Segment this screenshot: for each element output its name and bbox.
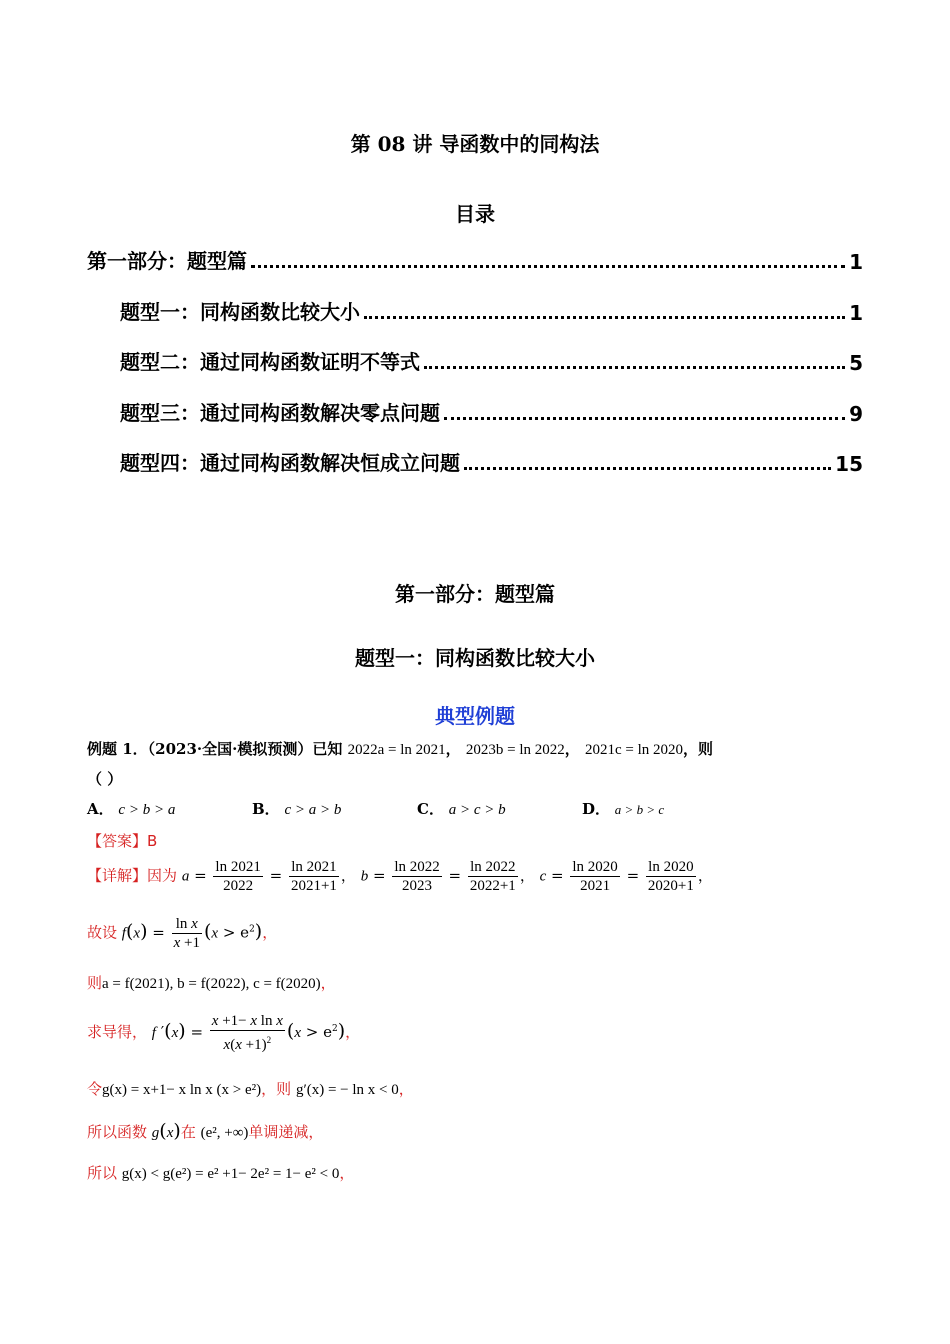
answer-label: 【答案】: [87, 832, 148, 850]
set-text: 故设: [87, 923, 118, 942]
g-inequality: g(x) < g(e²) = e² +1− 2e² = 1− e² < 0: [121, 1166, 340, 1182]
answer-value: B: [147, 832, 158, 850]
toc-leader-dots: [364, 315, 845, 319]
option-expr: a > b > c: [614, 802, 665, 817]
option-d[interactable]: [582, 798, 664, 819]
answer-blank: （ ）: [87, 770, 123, 788]
option-expr: a > c > b: [448, 802, 506, 818]
toc-entry-page: 5: [849, 351, 863, 375]
toc-entry-label: 第一部分：题型篇: [87, 249, 247, 273]
toc-heading: 目录: [455, 202, 495, 226]
toc-entry-label: 题型三：通过同构函数解决零点问题: [120, 401, 440, 425]
so-text: 所以: [87, 1164, 118, 1182]
detail-label: 【详解】: [87, 866, 148, 885]
example-prefix: 例题 1．（2023·全国·模拟预测）已知: [87, 740, 343, 758]
g-definition: g(x) = x+1− x ln x (x > e²): [102, 1082, 262, 1098]
option-letter: A．: [87, 800, 114, 818]
solution-step-inequality: 所以 g(x) < g(e²) = e² +1− 2e² = 1− e² < 0，: [87, 1164, 355, 1182]
option-b[interactable]: [252, 798, 341, 819]
mono-text-2: 在: [180, 1123, 196, 1141]
mono-text-1: 所以函数: [87, 1123, 148, 1141]
option-letter: C．: [417, 800, 444, 818]
toc-entry-label: 题型四：通过同构函数解决恒成立问题: [120, 451, 460, 475]
type-title: 题型一：同构函数比较大小: [355, 646, 595, 670]
toc-entry[interactable]: [120, 299, 863, 325]
example-question: 例题 1．（2023·全国·模拟预测）已知 2022a = ln 2021， 2023b = ln 2022， 2021c = ln 2020，则: [87, 740, 714, 758]
part-title: 第一部分：题型篇: [395, 582, 555, 606]
toc-leader-dots: [464, 466, 831, 470]
solution-step-abc: 则a = f(2021), b = f(2022), c = f(2020)，: [87, 974, 336, 992]
example-suffix: ，则: [683, 740, 714, 758]
option-letter: B．: [252, 800, 280, 818]
toc-leader-dots: [424, 365, 845, 369]
condition-1: 2022a = ln 2021: [347, 742, 446, 758]
mono-interval: (e², +∞): [200, 1125, 249, 1141]
option-letter: D．: [582, 800, 611, 818]
answer-line: [87, 830, 157, 851]
solution-step-define-g: 令g(x) = x+1− x ln x (x > e²)，则 g′(x) = − ln x < 0，: [87, 1080, 414, 1098]
toc-leader-dots: [444, 416, 845, 420]
abc-relation: a = f(2021), b = f(2022), c = f(2020): [102, 976, 321, 992]
because-text: 因为: [147, 866, 178, 885]
toc-entry-page: 9: [849, 402, 863, 426]
solution-step-derivative: 求导得， f ′(x) = $\frac{\text{x +1− x ln x}}{x(x +1)^2}$ $(x > e^2)$，: [87, 1013, 361, 1053]
option-expr: c > a > b: [284, 802, 342, 818]
mono-text-3: 单调递减，: [248, 1123, 324, 1141]
g-prime: g′(x) = − ln x < 0: [295, 1082, 399, 1098]
condition-2: 2023b = ln 2022: [465, 742, 565, 758]
toc-entry[interactable]: [120, 450, 863, 476]
detail-line: 【详解】因为 a = $\frac{\ln 2021}{2022}$ = $\frac{\ln 2021}{2021+1}$ ， b = $\frac{\ln 2022}{2023}$ = $\frac{\ln 2022}{2022+1}$ ， c = $\frac{\ln 2020}{2021}$ = $\frac{\ln 2020}{2020+1}$ ，: [87, 859, 713, 894]
toc-entry-page: 1: [849, 250, 863, 274]
toc-entry[interactable]: [87, 248, 863, 274]
derive-text: 求导得，: [87, 1023, 148, 1041]
solution-step-monotonic: 所以函数 g(x)在 (e², +∞)单调递减，: [87, 1120, 324, 1142]
toc-entry[interactable]: [120, 400, 863, 426]
condition-3: 2021c = ln 2020: [585, 742, 684, 758]
toc-entry-page: 1: [849, 301, 863, 325]
option-expr: c > b > a: [118, 802, 176, 818]
toc-entry-label: 题型一：同构函数比较大小: [120, 300, 360, 324]
then2-text: ，则: [261, 1080, 292, 1098]
toc-entry-label: 题型二：通过同构函数证明不等式: [120, 350, 420, 374]
toc-leader-dots: [251, 264, 845, 268]
typical-examples-heading: 典型例题: [435, 704, 515, 728]
toc-entry[interactable]: [120, 349, 863, 375]
toc-entry-page: 15: [835, 452, 863, 476]
option-a[interactable]: [87, 798, 175, 819]
page-title: 第 08 讲 导函数中的同构法: [350, 132, 600, 156]
option-c[interactable]: [417, 798, 506, 819]
let-text: 令: [87, 1080, 103, 1098]
then-text: 则: [87, 974, 103, 992]
solution-step-define-f: 故设 f(x) = $\frac{\text{ln x}}{x +1}$ $(x > e^2)$，: [87, 916, 278, 951]
